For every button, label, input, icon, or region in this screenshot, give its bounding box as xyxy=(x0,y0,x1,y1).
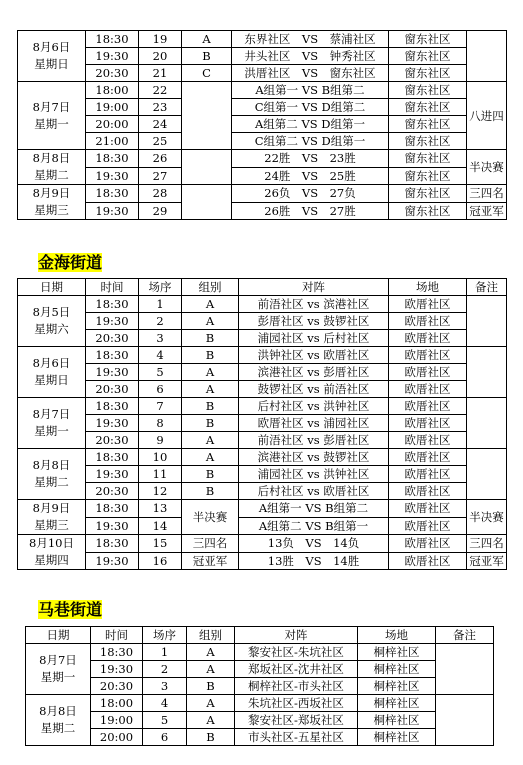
note-cell: 半决赛 xyxy=(467,150,507,185)
matchup-cell: 市头社区-五星社区 xyxy=(235,729,358,746)
table-row xyxy=(18,364,507,381)
note-cell: 三四名 xyxy=(467,535,507,553)
venue-cell: 窗东社区 xyxy=(389,167,467,185)
venue-cell: 窗东社区 xyxy=(389,99,467,116)
matchup-cell: 黎安社区-郑坂社区 xyxy=(235,712,358,729)
match-number-cell: 29 xyxy=(139,202,182,220)
table-row xyxy=(18,552,507,570)
note-cell: 冠亚军 xyxy=(467,552,507,570)
header-time: 时间 xyxy=(91,627,143,644)
table-row xyxy=(18,432,507,449)
match-number-cell: 11 xyxy=(139,466,182,483)
time-cell: 18:30 xyxy=(86,500,139,518)
table-row xyxy=(18,65,507,82)
matchup-cell: 朱坑社区-西坂社区 xyxy=(235,695,358,712)
group-cell: B xyxy=(182,48,232,65)
time-cell: 18:00 xyxy=(91,695,143,712)
date-cell: 8月8日 星期二 xyxy=(26,695,91,746)
table-row xyxy=(18,150,507,168)
table-row xyxy=(18,398,507,415)
group-cell: 三四名 xyxy=(182,535,239,553)
venue-cell: 桐梓社区 xyxy=(358,644,436,661)
header-note: 备注 xyxy=(436,627,494,644)
time-cell: 20:30 xyxy=(86,330,139,347)
venue-cell: 欧厝社区 xyxy=(389,535,467,553)
header-date: 日期 xyxy=(26,627,91,644)
group-cell: B xyxy=(187,678,235,695)
time-cell: 19:30 xyxy=(86,415,139,432)
table-row xyxy=(18,466,507,483)
header-venue: 场地 xyxy=(389,279,467,296)
venue-cell: 欧厝社区 xyxy=(389,330,467,347)
header-match-number: 场序 xyxy=(143,627,187,644)
date-cell: 8月7日 星期一 xyxy=(18,82,86,150)
match-number-cell: 2 xyxy=(143,661,187,678)
time-cell: 20:30 xyxy=(91,678,143,695)
table-row xyxy=(18,535,507,553)
match-number-cell: 21 xyxy=(139,65,182,82)
note-cell xyxy=(467,31,507,82)
group-cell xyxy=(182,150,232,185)
matchup-cell: 滨港社区 vs 彭厝社区 xyxy=(239,364,389,381)
time-cell: 18:30 xyxy=(86,185,139,203)
match-number-cell: 8 xyxy=(139,415,182,432)
table-row xyxy=(18,133,507,150)
group-cell: A xyxy=(182,31,232,48)
time-cell: 18:30 xyxy=(86,535,139,553)
table-row xyxy=(18,449,507,466)
match-number-cell: 6 xyxy=(139,381,182,398)
venue-cell: 桐梓社区 xyxy=(358,678,436,695)
time-cell: 19:30 xyxy=(86,517,139,535)
section-title-maxiang xyxy=(37,600,103,620)
venue-cell: 窗东社区 xyxy=(389,202,467,220)
table-row xyxy=(18,99,507,116)
match-number-cell: 19 xyxy=(139,31,182,48)
match-number-cell: 24 xyxy=(139,116,182,133)
time-cell: 19:30 xyxy=(86,552,139,570)
matchup-cell: 浦园社区 vs 洪钟社区 xyxy=(239,466,389,483)
group-cell: B xyxy=(182,330,239,347)
date-cell: 8月5日 星期六 xyxy=(18,296,86,347)
venue-cell: 欧厝社区 xyxy=(389,466,467,483)
group-cell: A xyxy=(187,661,235,678)
time-cell: 19:30 xyxy=(86,364,139,381)
group-cell: A xyxy=(182,432,239,449)
group-cell: A xyxy=(187,712,235,729)
match-number-cell: 26 xyxy=(139,150,182,168)
note-cell: 半决赛 xyxy=(467,500,507,535)
schedule-table-continued xyxy=(17,30,507,220)
time-cell: 18:30 xyxy=(86,150,139,168)
time-cell: 21:00 xyxy=(86,133,139,150)
match-number-cell: 5 xyxy=(143,712,187,729)
match-number-cell: 1 xyxy=(143,644,187,661)
table-row xyxy=(18,415,507,432)
time-cell: 19:30 xyxy=(91,661,143,678)
matchup-cell: 24胜 VS 25胜 xyxy=(232,167,389,185)
venue-cell: 桐梓社区 xyxy=(358,661,436,678)
time-cell: 18:30 xyxy=(86,449,139,466)
header-venue: 场地 xyxy=(358,627,436,644)
match-number-cell: 4 xyxy=(139,347,182,364)
note-cell xyxy=(467,398,507,449)
group-cell xyxy=(182,82,232,150)
header-matchup: 对阵 xyxy=(235,627,358,644)
table-row xyxy=(18,48,507,65)
venue-cell: 欧厝社区 xyxy=(389,415,467,432)
header-group: 组别 xyxy=(182,279,239,296)
match-number-cell: 6 xyxy=(143,729,187,746)
matchup-cell: 26负 VS 27负 xyxy=(232,185,389,203)
matchup-cell: C组第一 VS D组第二 xyxy=(232,99,389,116)
match-number-cell: 20 xyxy=(139,48,182,65)
matchup-cell: A组第二 VS B组第一 xyxy=(239,517,389,535)
matchup-cell: 桐梓社区-市头社区 xyxy=(235,678,358,695)
venue-cell: 窗东社区 xyxy=(389,31,467,48)
date-cell: 8月10日 星期四 xyxy=(18,535,86,570)
group-cell: B xyxy=(182,398,239,415)
table-row xyxy=(18,185,507,203)
venue-cell: 桐梓社区 xyxy=(358,695,436,712)
group-cell: A xyxy=(187,644,235,661)
matchup-cell: A组第一 VS B组第二 xyxy=(239,500,389,518)
match-number-cell: 27 xyxy=(139,167,182,185)
section-title-text: 金海街道 xyxy=(38,253,103,272)
group-cell: B xyxy=(187,729,235,746)
date-cell: 8月8日 星期二 xyxy=(18,449,86,500)
venue-cell: 欧厝社区 xyxy=(389,381,467,398)
matchup-cell: 郑坂社区-沈井社区 xyxy=(235,661,358,678)
time-cell: 18:00 xyxy=(86,82,139,99)
matchup-cell: 洪钟社区 vs 欧厝社区 xyxy=(239,347,389,364)
date-cell: 8月6日 星期日 xyxy=(18,31,86,82)
table-row xyxy=(26,712,494,729)
venue-cell: 窗东社区 xyxy=(389,65,467,82)
table-row xyxy=(18,517,507,535)
match-number-cell: 5 xyxy=(139,364,182,381)
table-row xyxy=(26,678,494,695)
match-number-cell: 12 xyxy=(139,483,182,500)
date-cell: 8月7日 星期一 xyxy=(18,398,86,449)
venue-cell: 欧厝社区 xyxy=(389,432,467,449)
match-number-cell: 7 xyxy=(139,398,182,415)
time-cell: 18:30 xyxy=(86,31,139,48)
table-row xyxy=(18,296,507,313)
matchup-cell: 22胜 VS 23胜 xyxy=(232,150,389,168)
date-cell: 8月7日 星期一 xyxy=(26,644,91,695)
table-row xyxy=(18,381,507,398)
venue-cell: 欧厝社区 xyxy=(389,347,467,364)
match-number-cell: 9 xyxy=(139,432,182,449)
venue-cell: 欧厝社区 xyxy=(389,552,467,570)
table-row xyxy=(18,31,507,48)
note-cell: 三四名 xyxy=(467,185,507,203)
time-cell: 20:30 xyxy=(86,65,139,82)
group-cell: 冠亚军 xyxy=(182,552,239,570)
table-row xyxy=(18,313,507,330)
venue-cell: 窗东社区 xyxy=(389,82,467,99)
venue-cell: 窗东社区 xyxy=(389,185,467,203)
venue-cell: 桐梓社区 xyxy=(358,712,436,729)
group-cell: A xyxy=(182,381,239,398)
matchup-cell: 黎安社区-朱坑社区 xyxy=(235,644,358,661)
header-time: 时间 xyxy=(86,279,139,296)
matchup-cell: A组第二 VS D组第一 xyxy=(232,116,389,133)
schedule-table-jinhai xyxy=(17,278,507,570)
match-number-cell: 28 xyxy=(139,185,182,203)
venue-cell: 欧厝社区 xyxy=(389,500,467,518)
note-cell: 八进四 xyxy=(467,82,507,150)
section-title-jinhai xyxy=(37,253,103,273)
table-row xyxy=(18,167,507,185)
time-cell: 20:30 xyxy=(86,483,139,500)
section-title-text: 马巷街道 xyxy=(38,600,103,619)
header-date: 日期 xyxy=(18,279,86,296)
header-matchup: 对阵 xyxy=(239,279,389,296)
table-row xyxy=(18,500,507,518)
group-cell: A xyxy=(182,364,239,381)
matchup-cell: 13负 VS 14负 xyxy=(239,535,389,553)
note-cell: 冠亚军 xyxy=(467,202,507,220)
group-cell: B xyxy=(182,347,239,364)
time-cell: 18:30 xyxy=(91,644,143,661)
note-cell xyxy=(436,695,494,746)
table-row xyxy=(18,82,507,99)
matchup-cell: 26胜 VS 27胜 xyxy=(232,202,389,220)
matchup-cell: 东界社区 VS 蔡浦社区 xyxy=(232,31,389,48)
matchup-cell: A组第一 VS B组第二 xyxy=(232,82,389,99)
group-cell: B xyxy=(182,466,239,483)
time-cell: 19:30 xyxy=(86,167,139,185)
matchup-cell: 鼓锣社区 vs 前浯社区 xyxy=(239,381,389,398)
time-cell: 20:30 xyxy=(86,381,139,398)
group-cell: A xyxy=(182,449,239,466)
venue-cell: 欧厝社区 xyxy=(389,483,467,500)
time-cell: 19:30 xyxy=(86,466,139,483)
matchup-cell: 欧厝社区 vs 浦园社区 xyxy=(239,415,389,432)
group-cell: B xyxy=(182,483,239,500)
match-number-cell: 15 xyxy=(139,535,182,553)
table-row xyxy=(26,695,494,712)
venue-cell: 窗东社区 xyxy=(389,150,467,168)
time-cell: 20:00 xyxy=(91,729,143,746)
venue-cell: 桐梓社区 xyxy=(358,729,436,746)
match-number-cell: 4 xyxy=(143,695,187,712)
matchup-cell: 前浯社区 vs 滨港社区 xyxy=(239,296,389,313)
match-number-cell: 22 xyxy=(139,82,182,99)
venue-cell: 欧厝社区 xyxy=(389,364,467,381)
matchup-cell: 前浯社区 vs 彭厝社区 xyxy=(239,432,389,449)
matchup-cell: 洪厝社区 VS 窗东社区 xyxy=(232,65,389,82)
matchup-cell: C组第二 VS D组第一 xyxy=(232,133,389,150)
match-number-cell: 14 xyxy=(139,517,182,535)
table-row xyxy=(26,661,494,678)
header-match-number: 场序 xyxy=(139,279,182,296)
note-cell xyxy=(467,296,507,347)
date-cell: 8月6日 星期日 xyxy=(18,347,86,398)
group-cell: A xyxy=(187,695,235,712)
match-number-cell: 3 xyxy=(139,330,182,347)
table-row xyxy=(18,330,507,347)
matchup-cell: 13胜 VS 14胜 xyxy=(239,552,389,570)
table-row xyxy=(18,483,507,500)
note-cell xyxy=(467,449,507,500)
table-row xyxy=(26,729,494,746)
header-group: 组别 xyxy=(187,627,235,644)
header-row xyxy=(18,279,507,296)
venue-cell: 窗东社区 xyxy=(389,116,467,133)
time-cell: 18:30 xyxy=(86,296,139,313)
venue-cell: 窗东社区 xyxy=(389,133,467,150)
group-cell xyxy=(182,185,232,220)
venue-cell: 窗东社区 xyxy=(389,48,467,65)
venue-cell: 欧厝社区 xyxy=(389,449,467,466)
header-note: 备注 xyxy=(467,279,507,296)
match-number-cell: 3 xyxy=(143,678,187,695)
note-cell xyxy=(436,644,494,695)
venue-cell: 欧厝社区 xyxy=(389,517,467,535)
venue-cell: 欧厝社区 xyxy=(389,296,467,313)
table-row xyxy=(18,202,507,220)
match-number-cell: 23 xyxy=(139,99,182,116)
time-cell: 20:30 xyxy=(86,432,139,449)
date-cell: 8月9日 星期三 xyxy=(18,500,86,535)
matchup-cell: 浦园社区 vs 后村社区 xyxy=(239,330,389,347)
match-number-cell: 25 xyxy=(139,133,182,150)
match-number-cell: 1 xyxy=(139,296,182,313)
matchup-cell: 后村社区 vs 欧厝社区 xyxy=(239,483,389,500)
match-number-cell: 16 xyxy=(139,552,182,570)
matchup-cell: 井头社区 VS 钟秀社区 xyxy=(232,48,389,65)
match-number-cell: 13 xyxy=(139,500,182,518)
group-cell: A xyxy=(182,313,239,330)
schedule-table-maxiang xyxy=(25,626,494,746)
time-cell: 19:30 xyxy=(86,48,139,65)
time-cell: 20:00 xyxy=(86,116,139,133)
time-cell: 18:30 xyxy=(86,398,139,415)
matchup-cell: 后村社区 vs 洪钟社区 xyxy=(239,398,389,415)
group-cell: A xyxy=(182,296,239,313)
table-row xyxy=(26,644,494,661)
time-cell: 18:30 xyxy=(86,347,139,364)
matchup-cell: 彭厝社区 vs 鼓锣社区 xyxy=(239,313,389,330)
time-cell: 19:00 xyxy=(91,712,143,729)
group-cell: C xyxy=(182,65,232,82)
match-number-cell: 10 xyxy=(139,449,182,466)
venue-cell: 欧厝社区 xyxy=(389,398,467,415)
header-row xyxy=(26,627,494,644)
matchup-cell: 滨港社区 vs 鼓锣社区 xyxy=(239,449,389,466)
table-row xyxy=(18,116,507,133)
group-cell: 半决赛 xyxy=(182,500,239,535)
match-number-cell: 2 xyxy=(139,313,182,330)
venue-cell: 欧厝社区 xyxy=(389,313,467,330)
time-cell: 19:30 xyxy=(86,313,139,330)
table-row xyxy=(18,347,507,364)
time-cell: 19:00 xyxy=(86,99,139,116)
date-cell: 8月9日 星期三 xyxy=(18,185,86,220)
note-cell xyxy=(467,347,507,398)
date-cell: 8月8日 星期二 xyxy=(18,150,86,185)
time-cell: 19:30 xyxy=(86,202,139,220)
group-cell: B xyxy=(182,415,239,432)
